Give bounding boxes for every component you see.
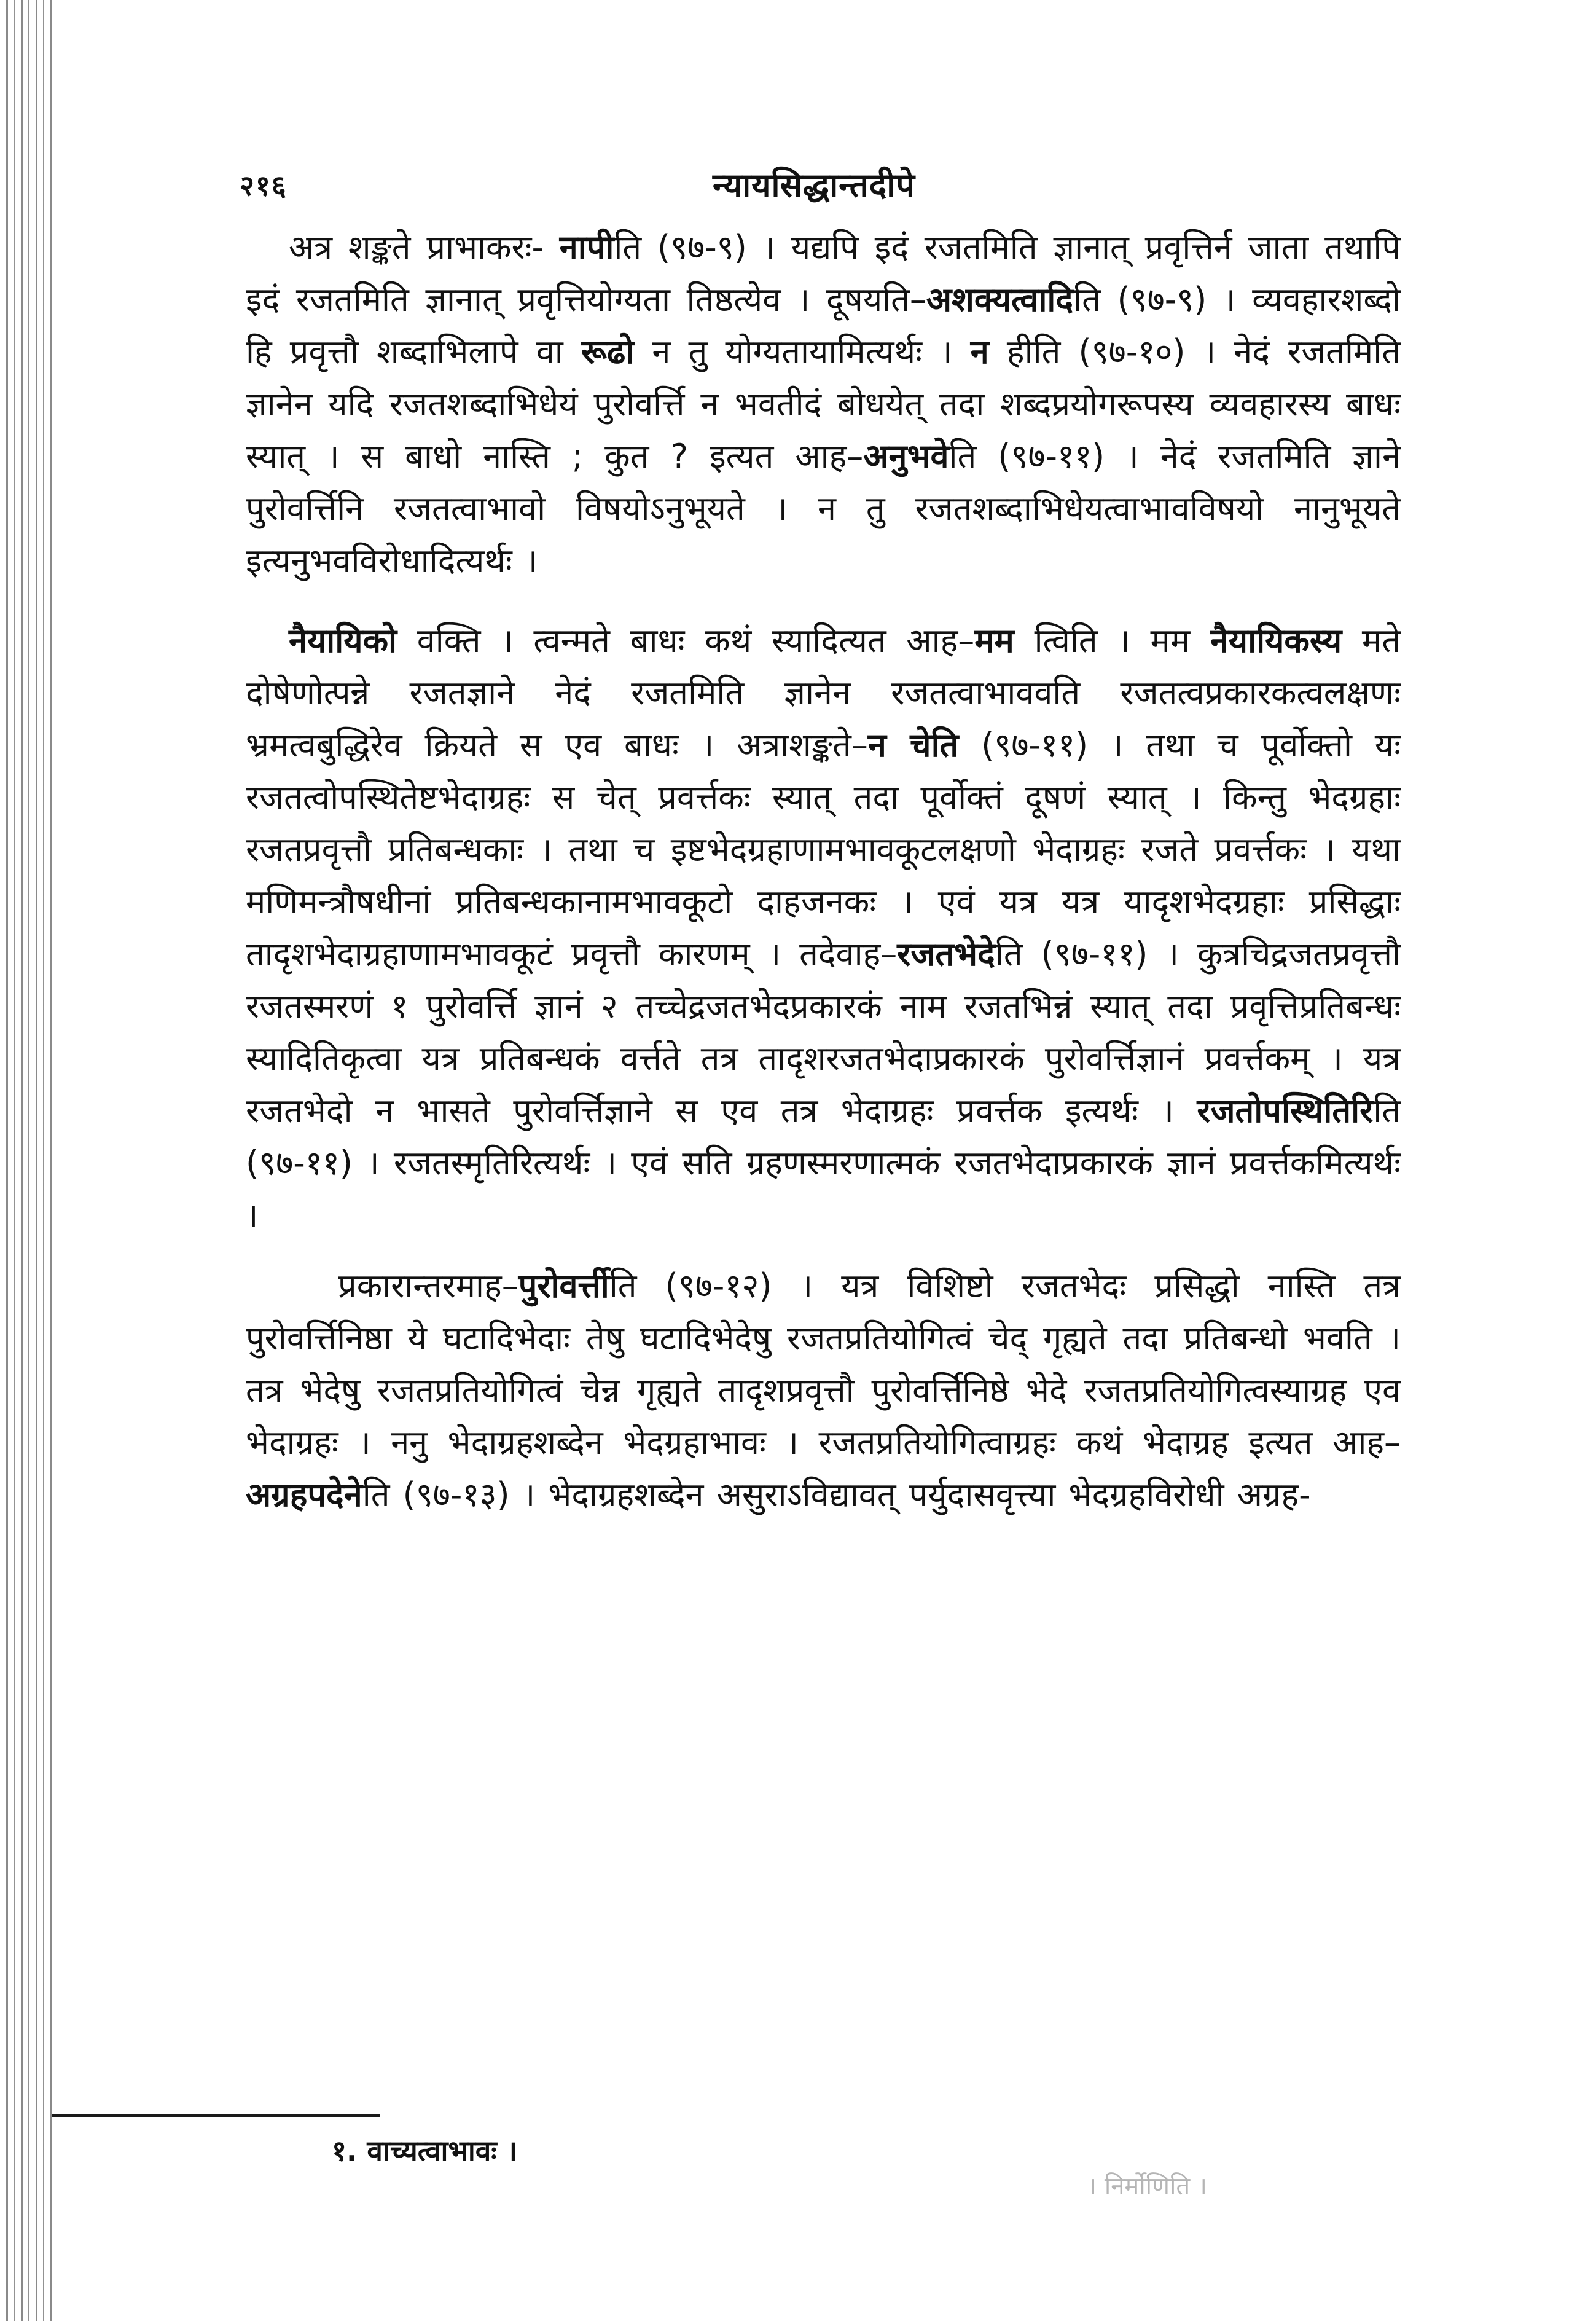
lemma-text: न <box>970 332 989 371</box>
commentary-text: ति (९७-११) । कुत्रचिद्रजतप्रवृत्तौ रजतस्मरणं १ पुरोवर्त्ति ज्ञानं २ तच्चेद्रजतभेदप्रकारकं नाम रजतभिन्नं स्यात् तदा प्रवृत्तिप्रतिबन्धः स्यादितिकृत्वा यत्र प्रतिबन्धकं वर्त्तते तत्र तादृशरजतभेदाप्रकारकं पुरोवर्त्तिज्ञानं प्रवर्त्तकम् । यत्र रजतभेदो न भासते पुरोवर्त्तिज्ञाने स एव तत्र भेदाग्रहः प्रवर्त्तक इत्यर्थः । <box>246 935 1401 1130</box>
page-number: २१६ <box>240 169 288 202</box>
running-title: न्यायसिद्धान्तदीपे <box>713 166 915 205</box>
commentary-text: ति (९७-९) । यद्यपि इदं रजतमिति ज्ञानात् प्रवृत्तिर्न जाता तथापि इदं रजतमिति ज्ञानात् प्रवृत्तियोग्यता तिष्ठत्येव । दूषयति– <box>246 228 1401 319</box>
footnote-rule <box>52 2114 380 2117</box>
commentary-text: ति (९७-११) । नेदं रजतमिति ज्ञाने पुरोवर्त्तिनि रजतत्वाभावो विषयोऽनुभूयते । न तु रजतशब्दाभिधेयत्वाभावविषयो नानुभूयते इत्यनुभवविरोधादित्यर्थः । <box>246 437 1401 580</box>
commentary-text: न तु योग्यतायामित्यर्थः । <box>634 332 971 371</box>
commentary-text: त्विति । मम <box>1014 621 1210 660</box>
lemma-text: अग्रहपदेने <box>246 1475 362 1514</box>
lemma-text: नापी <box>559 228 614 267</box>
page-header <box>240 154 1401 221</box>
commentary-text: हीति (९७-१०) । नेदं रजतमिति ज्ञानेन यदि रजतशब्दाभिधेयं पुरोवर्त्ति न भवतीदं बोधयेत् तदा शब्दप्रयोगरूपस्य व्यवहारस्य बाधः स्यात् । स बाधो नास्ति ; कुत ? इत्यत आह– <box>246 332 1401 476</box>
paragraph-3 <box>246 1260 1401 1521</box>
paragraph-2 <box>246 615 1401 1241</box>
lemma-text: नैयायिकस्य <box>1210 621 1342 660</box>
commentary-text: (९७-११) । तथा च पूर्वोक्तो यः रजतत्वोपस्थितेष्टभेदाग्रहः स चेत् प्रवर्त्तकः स्यात् तदा पूर्वोक्तं दूषणं स्यात् । किन्तु भेदग्रहाः रजतप्रवृत्तौ प्रतिबन्धकाः । तथा च इष्टभेदग्रहाणामभावकूटलक्षणो भेदाग्रहः रजते प्रवर्त्तकः । यथा मणिमन्त्रौषधीनां प्रतिबन्धकानामभावकूटो दाहजनकः । एवं यत्र यत्र यादृशभेदग्रहाः प्रसिद्धाः तादृशभेदाग्रहाणामभावकूटं प्रवृत्तौ कारणम् । तदेवाह– <box>246 726 1401 973</box>
lemma-text: न चेति <box>867 726 959 764</box>
commentary-text: मते दोषेणोत्पन्ने रजतज्ञाने नेदं रजतमिति ज्ञानेन रजतत्वाभाववति रजतत्वप्रकारकत्वलक्षणः भ्रमत्वबुद्धिरेव क्रियते स एव बाधः । अत्राशङ्कते– <box>246 621 1401 764</box>
commentary-text: ति (९७-१३) । भेदाग्रहशब्देन असुराऽविद्यावत् पर्युदासवृत्त्या भेदग्रहविरोधी अग्रह- <box>362 1475 1311 1514</box>
commentary-text: वक्ति । त्वन्मते बाधः कथं स्यादित्यत आह– <box>397 621 975 660</box>
commentary-text: प्रकारान्तरमाह– <box>338 1267 518 1305</box>
page-binding-edge <box>0 0 57 2321</box>
scan-mark: । निर्मोणिति । <box>1087 2172 1208 2201</box>
lemma-text: रजतोपस्थितिरि <box>1197 1091 1374 1130</box>
commentary-text: ति (९७-११) । रजतस्मृतिरित्यर्थः । एवं सति ग्रहणस्मरणात्मकं रजतभेदाप्रकारकं ज्ञानं प्रवर्त्तकमित्यर्थः । <box>246 1091 1401 1235</box>
lemma-text: नैयायिको <box>289 621 397 660</box>
paragraph-1 <box>246 221 1401 587</box>
commentary-text: ति (९७-१२) । यत्र विशिष्टो रजतभेदः प्रसिद्धो नास्ति तत्र पुरोवर्त्तिनिष्ठा ये घटादिभेदाः तेषु घटादिभेदेषु रजतप्रतियोगित्वं चेद् गृह्यते तदा प्रतिबन्धो भवति । तत्र भेदेषु रजतप्रतियोगित्वं चेन्न गृह्यते तादृशप्रवृत्तौ पुरोवर्त्तिनिष्ठे भेदे रजतप्रतियोगित्वस्याग्रह एव भेदाग्रहः । ननु भेदाग्रहशब्देन भेदग्रहाभावः । रजतप्रतियोगित्वाग्रहः कथं भेदाग्रह इत्यत आह– <box>246 1267 1401 1462</box>
commentary-text: ति (९७-९) । व्यवहारशब्दो हि प्रवृत्तौ शब्दाभिलापे वा <box>246 280 1401 371</box>
lemma-text: रूढो <box>581 332 635 371</box>
lemma-text: मम <box>974 621 1014 660</box>
commentary-text: अत्र शङ्कते प्राभाकरः- <box>289 228 560 267</box>
footnote: १. वाच्यत्वाभावः । <box>332 2134 518 2167</box>
lemma-text: अनुभवे <box>863 437 949 476</box>
lemma-text: पुरोवर्त्ती <box>518 1267 609 1305</box>
lemma-text: अशक्यत्वादि <box>926 280 1074 319</box>
book-page <box>240 154 1401 1936</box>
lemma-text: रजतभेदे <box>897 935 995 973</box>
